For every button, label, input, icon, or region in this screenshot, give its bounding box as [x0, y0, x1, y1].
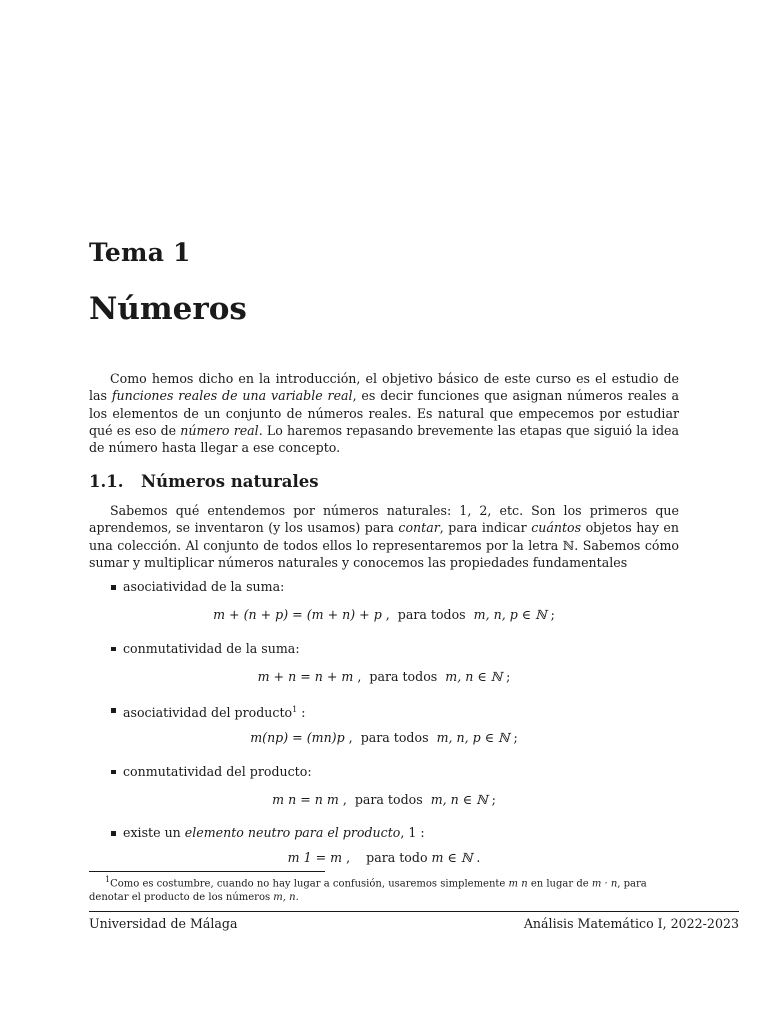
bullet-icon [111, 831, 116, 836]
formula-end: . [472, 850, 481, 865]
neutral-post: , 1 : [400, 825, 425, 840]
footnote-segment: . [295, 892, 299, 904]
neutral-pre: existe un [123, 825, 185, 840]
footer-divider [89, 911, 739, 912]
formula-expression: m 1 = m [287, 850, 343, 865]
footnote-segment: en lugar de [527, 878, 592, 890]
neutral-emphasis: elemento neutro para el producto [184, 825, 401, 840]
formula-condition: para todo [366, 850, 428, 865]
footnote-number: 1 [105, 875, 111, 884]
body-text: Sabemos qué entendemos por números naturales: 1, 2, etc. Son los primeros que aprendemos, se inventaron (y los usamos) para [89, 503, 679, 536]
bullet-icon [111, 647, 116, 652]
properties-list [89, 578, 679, 886]
list-item [89, 701, 679, 763]
intro-text: Como hemos dicho en la introducción, el objetivo básico de este curso es el estudio de las [89, 371, 679, 404]
property-label: conmutatividad del producto: [123, 763, 312, 779]
formula-vars: m, n ∈ ℕ [445, 668, 503, 684]
intro-text: , es decir funciones que asignan números reales a los elementos de un conjunto de números reales. Es natural que empecemos por estudiar qué es eso de [89, 388, 679, 438]
footnote-text [89, 873, 689, 905]
formula-expression: m + n = n + m [257, 668, 354, 684]
formula-vars: m, n, p ∈ ℕ [436, 730, 510, 745]
intro-paragraph [89, 370, 679, 456]
footnote-divider [89, 871, 325, 872]
footer-university: Universidad de Málaga [89, 916, 238, 931]
property-label [123, 824, 425, 841]
property-label: asociatividad de la suma: [123, 579, 285, 594]
body-text: , para indicar [439, 520, 532, 536]
body-paragraph [89, 502, 679, 571]
formula-expression: m n = n m [272, 791, 339, 807]
footnote-marker: 1 [292, 705, 298, 714]
footnote-math: m, n [273, 892, 296, 904]
body-text: objetos hay en una colección. Al conjunto de todos ellos lo representaremos por la letra ℕ. Sabemos cómo sumar y multiplicar números naturales y conocemos las propiedades fundamentales [89, 520, 680, 570]
property-label-text: asociatividad del producto [123, 705, 293, 721]
property-formula: m + n = n + m , para todos m, n ∈ ℕ ; [257, 668, 511, 684]
formula-vars: m, n ∈ ℕ [430, 791, 488, 807]
footer-course: Análisis Matemático I, 2022-2023 [523, 916, 739, 931]
chapter-title: Números [89, 291, 247, 327]
list-item [89, 640, 679, 702]
formula-expression: m + (n + p) = (m + n) + p [213, 607, 382, 622]
bullet-icon [111, 708, 116, 713]
formula-end: ; [502, 668, 511, 684]
list-item [89, 763, 679, 825]
footnote-segment: Como es costumbre, cuando no hay lugar a confusión, usaremos simplemente [110, 878, 509, 890]
section-heading [89, 472, 319, 491]
footnote-segment: , para denotar el producto de los números [89, 878, 647, 904]
property-formula: m(np) = (mn)p , para todos m, n, p ∈ ℕ ; [250, 730, 518, 745]
footnote-math: m n [508, 878, 528, 890]
intro-text: . Lo haremos repasando brevemente las etapas que siguió la idea de número hasta llegar a ese concepto. [89, 422, 680, 456]
document-page [89, 0, 739, 1024]
body-emphasis: cuántos [531, 520, 582, 536]
formula-vars: m ∈ ℕ [431, 850, 473, 865]
bullet-icon [111, 770, 116, 775]
bullet-icon [111, 585, 116, 590]
chapter-label: Tema 1 [89, 238, 191, 267]
intro-emphasis: número real [180, 422, 259, 438]
property-formula: m n = n m , para todos m, n ∈ ℕ ; [272, 791, 496, 807]
footnote-math: m · n [591, 878, 618, 890]
formula-condition: para todos [360, 730, 429, 745]
property-label-suffix: : [297, 705, 306, 721]
formula-end: ; [487, 791, 496, 807]
formula-end: ; [546, 607, 555, 622]
formula-end: ; [509, 730, 518, 745]
property-formula: m 1 = m , para todo m ∈ ℕ . [287, 850, 481, 865]
property-label [123, 701, 305, 721]
footnote [89, 873, 689, 905]
formula-condition: para todos [354, 791, 423, 807]
section-title: Números naturales [141, 472, 319, 491]
formula-condition: para todos [397, 607, 466, 622]
intro-emphasis: funciones reales de una variable real [111, 388, 353, 404]
formula-expression: m(np) = (mn)p [250, 730, 345, 745]
formula-condition: para todos [369, 668, 438, 684]
property-label: conmutatividad de la suma: [123, 640, 300, 656]
formula-vars: m, n, p ∈ ℕ [473, 607, 547, 622]
property-formula: m + (n + p) = (m + n) + p , para todos m, n, p ∈ ℕ ; [213, 607, 555, 622]
body-emphasis: contar [398, 520, 440, 536]
section-number: 1.1. [89, 472, 124, 491]
list-item [89, 578, 679, 640]
